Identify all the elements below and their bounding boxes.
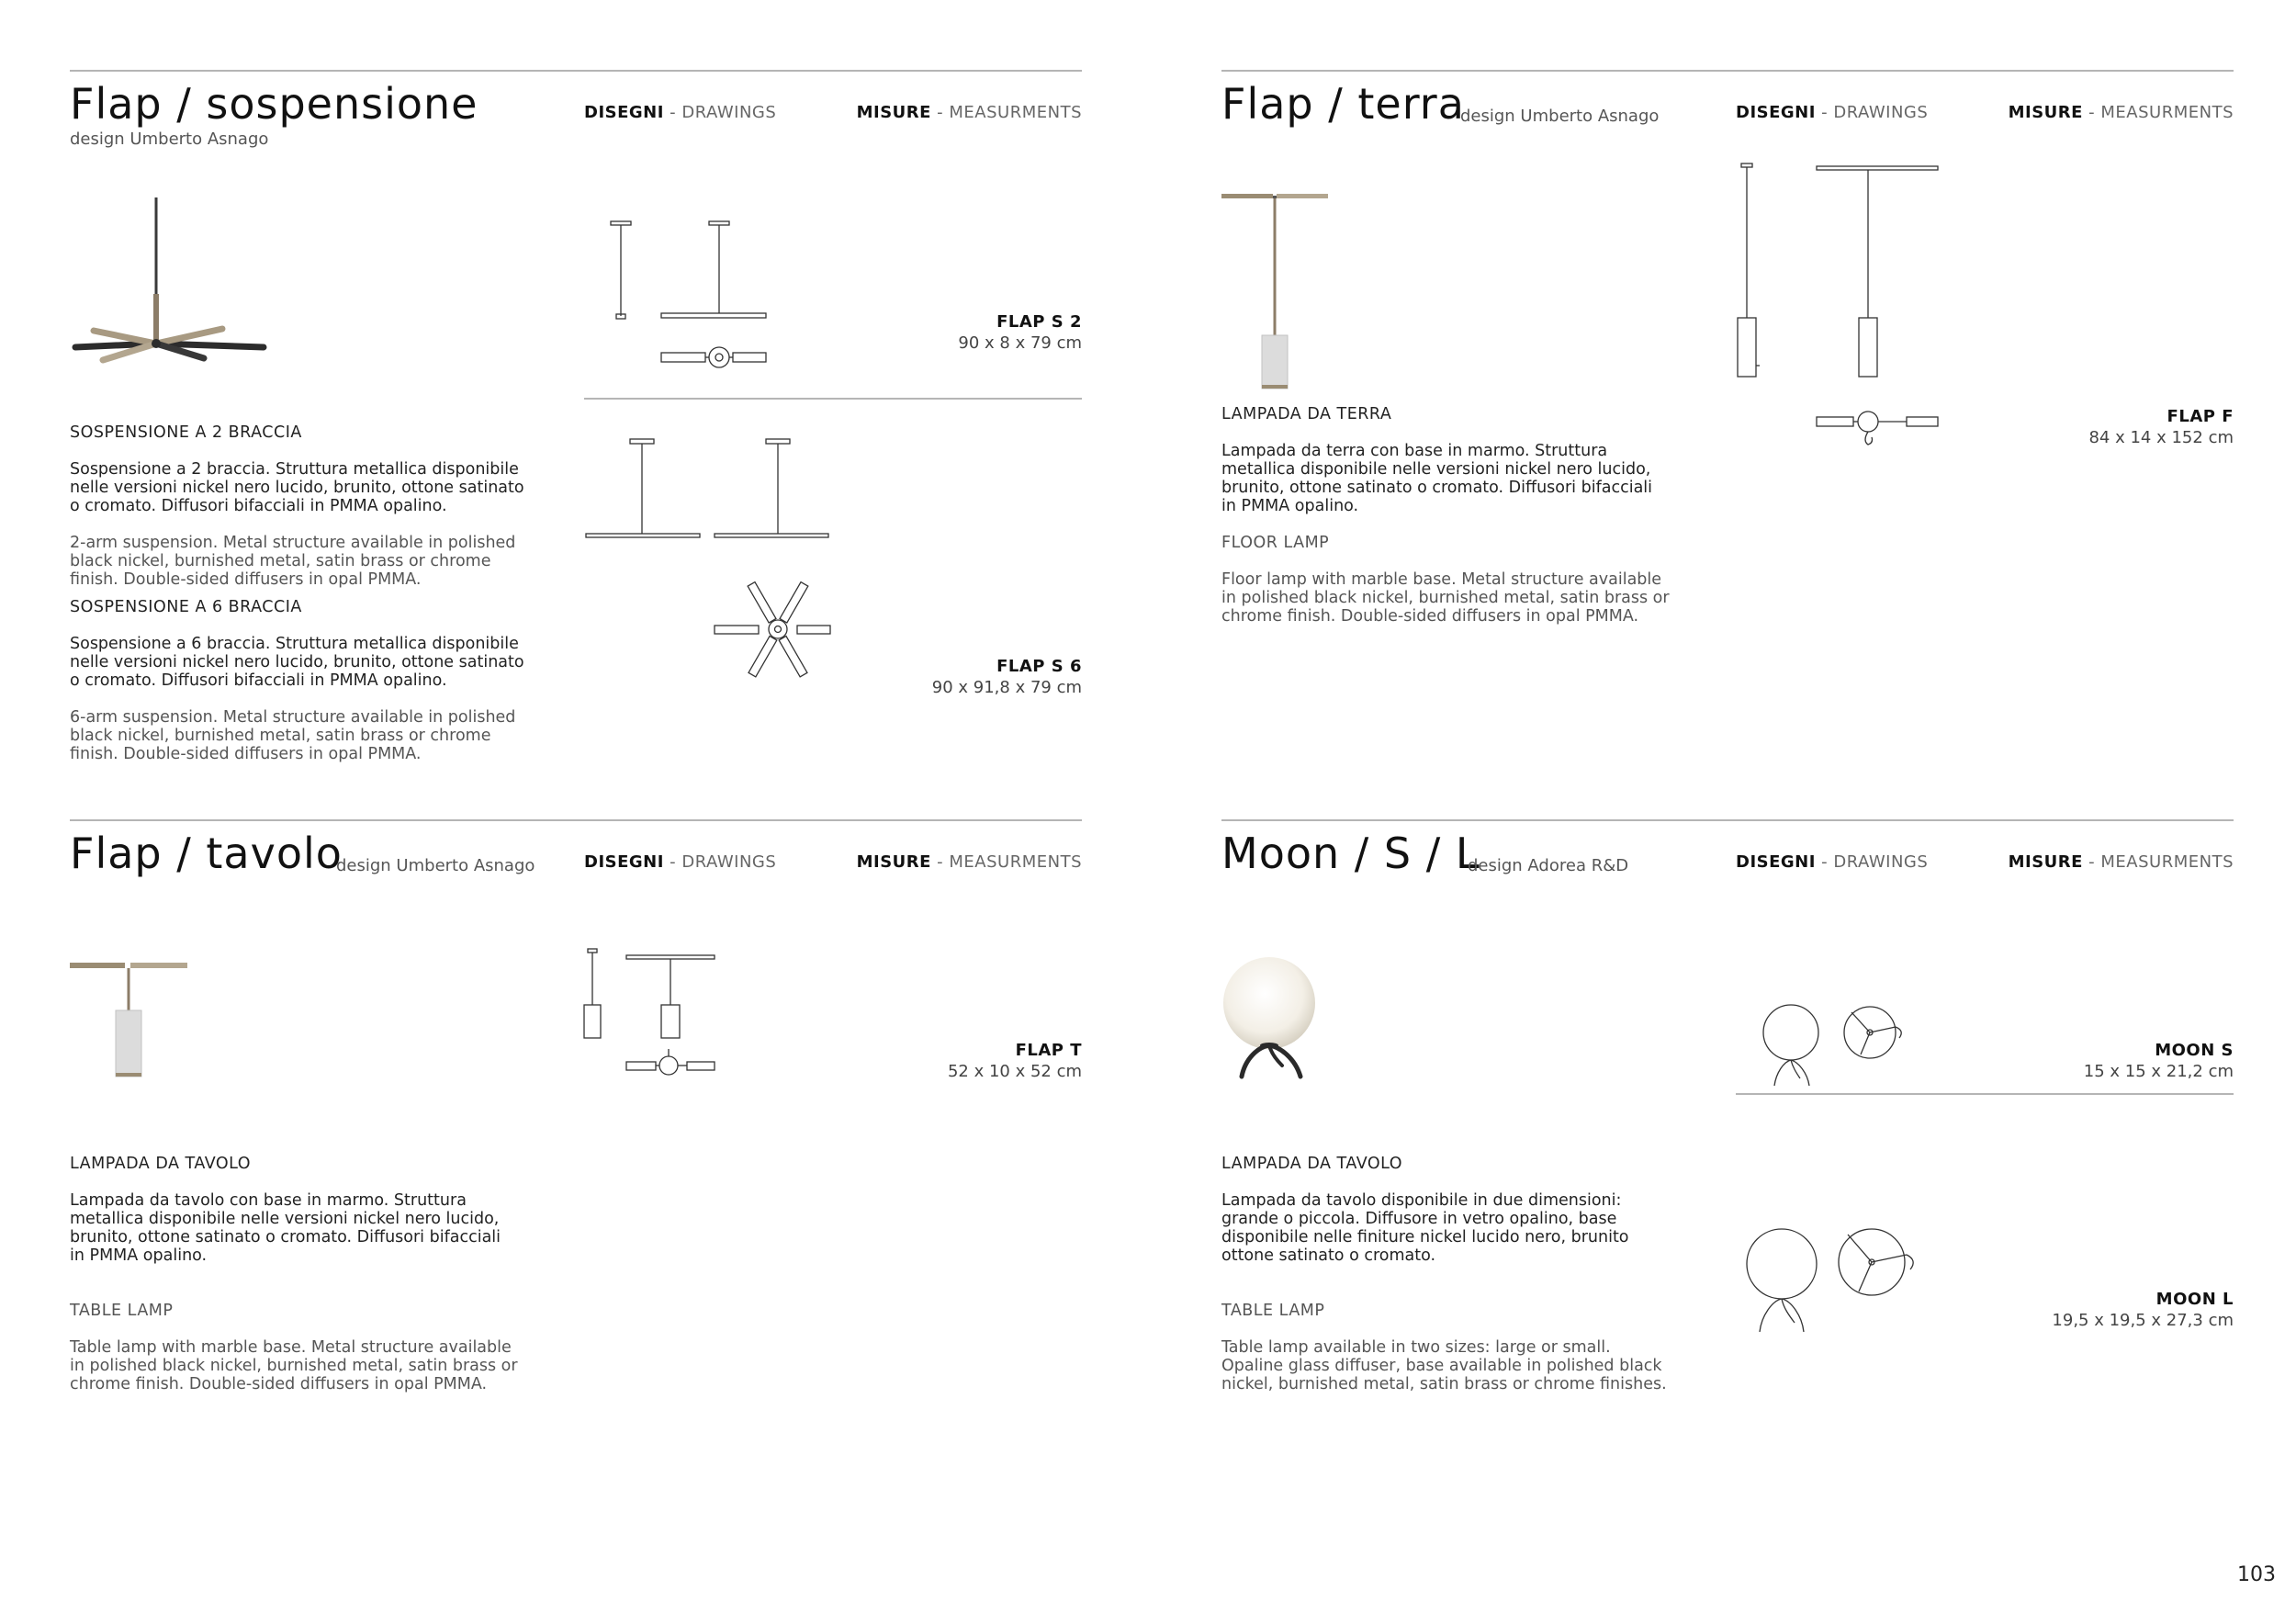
section-rule: [70, 70, 1082, 72]
flap-s6-drawing: [584, 437, 832, 694]
description-heading: LAMPADA DA TERRA: [1221, 405, 1392, 423]
description-italian: Lampada da tavolo disponibile in due dimensioni: grande o piccola. Diffusore in vetro opalino, base disponibile nelle finiture nickel lucido nero, brunito ottone satinato o cromato.: [1221, 1191, 1629, 1265]
product-description: [1221, 405, 1671, 626]
model-measurements: FLAP S 6 90 x 91,8 x 79 cm: [931, 657, 1082, 697]
description-english: Table lamp with marble base. Metal structure available in polished black nickel, burnished metal, satin brass or chrome finish. Double-sided diffusers in opal PMMA.: [70, 1338, 518, 1393]
description-heading: SOSPENSIONE A 2 BRACCIA: [70, 423, 302, 442]
measurements-label: MISURE - MEASURMENTS: [2008, 852, 2234, 872]
section-title: Flap / tavolo: [70, 829, 343, 878]
drawings-label: DISEGNI - DRAWINGS: [584, 103, 777, 122]
description-heading-english: TABLE LAMP: [1221, 1302, 1325, 1320]
description-italian: Sospensione a 2 braccia. Struttura metallica disponibile nelle versioni nickel nero lucido, brunito, ottone satinato o cromato. Diffusori bifacciali in PMMA opalino.: [70, 460, 524, 515]
model-measurements: FLAP T 52 x 10 x 52 cm: [947, 1041, 1082, 1081]
divider: [584, 398, 1082, 400]
description-english: Floor lamp with marble base. Metal structure available in polished black nickel, burnished metal, satin brass or chrome finish. Double-sided diffusers in opal PMMA.: [1221, 570, 1670, 626]
flap-s2-drawing: [606, 217, 790, 373]
description-italian: Lampada da tavolo con base in marmo. Struttura metallica disponibile nelle versioni nickel nero lucido, brunito, ottone satinato o cromato. Diffusori bifacciali in PMMA opalino.: [70, 1191, 501, 1265]
description-english: Table lamp available in two sizes: large or small. Opaline glass diffuser, base available in polished black nickel, burnished metal, satin brass or chrome finishes.: [1221, 1338, 1667, 1393]
model-measurements: MOON L 19,5 x 19,5 x 27,3 cm: [2052, 1290, 2234, 1330]
section-rule: [70, 819, 1082, 821]
section-rule: [1221, 70, 2234, 72]
description-heading: LAMPADA DA TAVOLO: [1221, 1155, 1403, 1173]
flap-suspension-photo: [66, 193, 268, 367]
model-measurements: MOON S 15 x 15 x 21,2 cm: [2083, 1041, 2234, 1081]
description-heading-english: TABLE LAMP: [70, 1302, 174, 1320]
product-description: [70, 423, 529, 763]
page-number: 103: [2237, 1563, 2276, 1586]
description-italian: Sospensione a 6 braccia. Struttura metallica disponibile nelle versioni nickel nero lucido, brunito, ottone satinato o cromato. Diffusori bifacciali in PMMA opalino.: [70, 635, 524, 690]
flap-t-drawing: [580, 946, 727, 1084]
flap-table-photo: [68, 955, 197, 1084]
description-italian: Lampada da terra con base in marmo. Struttura metallica disponibile nelle versioni nickel nero lucido, brunito, ottone satinato o cromato. Diffusori bifacciali in PMMA opalino.: [1221, 442, 1653, 515]
flap-floor-photo: [1220, 188, 1339, 390]
moon-l-drawing: [1745, 1227, 1919, 1337]
model-measurements: FLAP F 84 x 14 x 152 cm: [2088, 407, 2234, 447]
description-english: 6-arm suspension. Metal structure available in polished black nickel, burnished metal, satin brass or chrome finish. Double-sided diffusers in opal PMMA.: [70, 708, 516, 763]
divider: [1736, 1093, 2234, 1095]
moon-s-drawing: [1761, 1001, 1918, 1093]
model-measurements: FLAP S 2 90 x 8 x 79 cm: [958, 312, 1082, 353]
designer-credit: design Umberto Asnago: [336, 856, 535, 875]
description-heading: LAMPADA DA TAVOLO: [70, 1155, 252, 1173]
measurements-label: MISURE - MEASURMENTS: [2008, 103, 2234, 122]
drawings-label: DISEGNI - DRAWINGS: [1736, 103, 1929, 122]
section-title: Moon / S / L: [1221, 829, 1480, 878]
description-english: 2-arm suspension. Metal structure available in polished black nickel, burnished metal, satin brass or chrome finish. Double-sided diffusers in opal PMMA.: [70, 534, 516, 589]
measurements-label: MISURE - MEASURMENTS: [856, 852, 1082, 872]
product-description: [1221, 1155, 1671, 1393]
section-rule: [1221, 819, 2234, 821]
section-title: Flap / terra: [1221, 79, 1465, 129]
designer-credit: design Umberto Asnago: [70, 130, 269, 149]
measurements-label: MISURE - MEASURMENTS: [856, 103, 1082, 122]
description-heading-english: FLOOR LAMP: [1221, 534, 1330, 552]
product-description: [70, 1155, 520, 1393]
drawings-label: DISEGNI - DRAWINGS: [584, 852, 777, 872]
description-heading: SOSPENSIONE A 6 BRACCIA: [70, 598, 302, 616]
drawings-label: DISEGNI - DRAWINGS: [1736, 852, 1929, 872]
section-title: Flap / sospensione: [70, 79, 478, 129]
flap-f-drawing: [1734, 162, 1954, 456]
moon-lamp-photo: [1221, 952, 1322, 1080]
designer-credit: design Umberto Asnago: [1460, 107, 1660, 126]
designer-credit: design Adorea R&D: [1468, 856, 1629, 875]
